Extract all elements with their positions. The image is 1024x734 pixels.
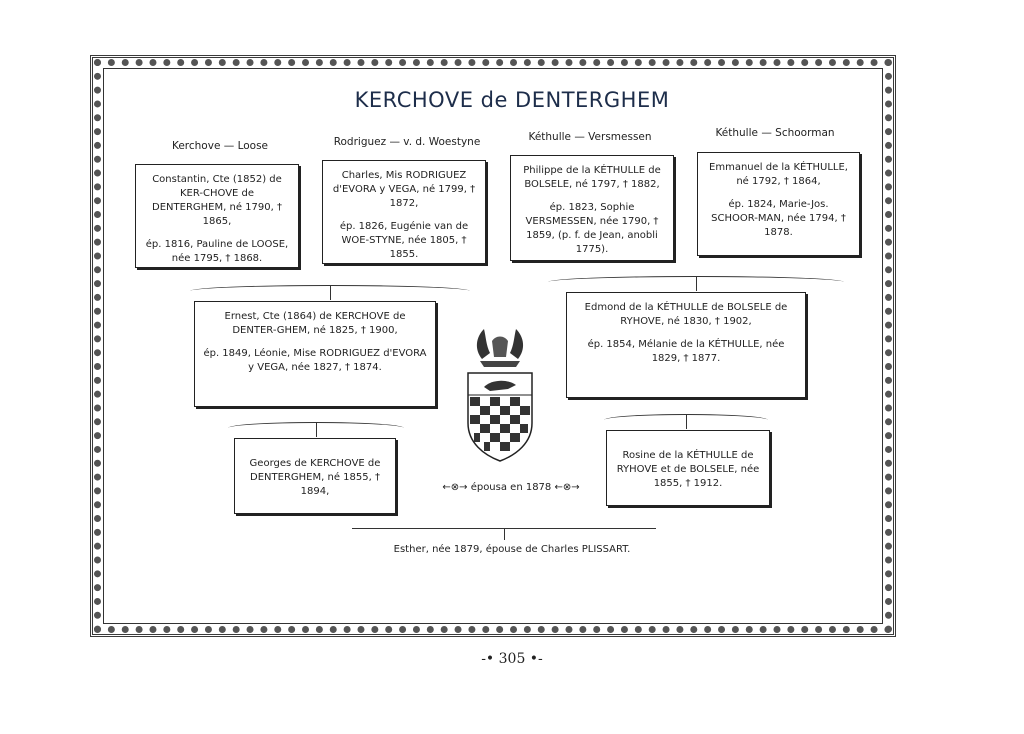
ancestor-spouse-text: ép. 1824, Marie-Jos. SCHOOR-MAN, née 1794, † 1878. bbox=[711, 199, 846, 238]
child-box-rosine bbox=[606, 430, 770, 506]
ancestor-text: Charles, Mis RODRIGUEZ d'EVORA y VEGA, né 1799, † 1872, bbox=[332, 170, 476, 209]
parent-box-edmond bbox=[566, 292, 806, 398]
ancestor-box-kethulle-versmessen bbox=[510, 155, 674, 261]
ancestor-box-kerchove-loose bbox=[135, 164, 299, 268]
ancestor-text: Philippe de la KÉTHULLE de BOLSELE, né 1797, † 1882, bbox=[523, 165, 661, 190]
connector-stem-child-right bbox=[686, 415, 687, 429]
ancestor-box-kethulle-schoorman bbox=[697, 152, 860, 256]
ancestor-text: Emmanuel de la KÉTHULLE, né 1792, † 1864, bbox=[709, 162, 848, 187]
ancestor-box-rodriguez-woestyne bbox=[322, 160, 486, 264]
connector-stem-right bbox=[696, 277, 697, 291]
page-title: KERCHOVE de DENTERGHEM bbox=[354, 88, 670, 112]
child-text: Georges de KERCHOVE de DENTERGHEM, né 1855, † 1894, bbox=[249, 458, 381, 497]
parent-text: Edmond de la KÉTHULLE de BOLSELE de RYHOVE, né 1830, † 1902, bbox=[584, 302, 788, 327]
descendant-esther: Esther, née 1879, épouse de Charles PLISSART. bbox=[393, 544, 631, 555]
connector-stem-child-left bbox=[316, 423, 317, 437]
lineage-header-4: Kéthulle — Schoorman bbox=[715, 127, 835, 139]
ancestor-text: Constantin, Cte (1852) de KER-CHOVE de DENTERGHEM, né 1790, † 1865, bbox=[152, 174, 282, 227]
lineage-header-3: Kéthulle — Versmessen bbox=[528, 131, 652, 143]
child-box-georges bbox=[234, 438, 396, 514]
child-text: Rosine de la KÉTHULLE de RYHOVE et de BOLSELE, née 1855, † 1912. bbox=[616, 450, 760, 489]
parent-text: Ernest, Cte (1864) de KERCHOVE de DENTER-GHEM, né 1825, † 1900, bbox=[224, 311, 406, 336]
parent-spouse-text: ép. 1849, Léonie, Mise RODRIGUEZ d'EVORA y VEGA, née 1827, † 1874. bbox=[203, 348, 427, 373]
marriage-note: ←⊗→ épousa en 1878 ←⊗→ bbox=[442, 482, 580, 493]
page-number: -• 305 •- bbox=[481, 651, 543, 667]
descendant-stem bbox=[504, 528, 505, 540]
ancestor-spouse-text: ép. 1816, Pauline de LOOSE, née 1795, † 1868. bbox=[145, 239, 289, 264]
ancestor-spouse-text: ép. 1823, Sophie VERSMESSEN, née 1790, † 1859, (p. f. de Jean, anobli 1775). bbox=[525, 202, 659, 255]
lineage-header-2: Rodriguez — v. d. Woestyne bbox=[333, 136, 481, 148]
ancestor-spouse-text: ép. 1826, Eugénie van de WOE-STYNE, née 1805, † 1855. bbox=[339, 221, 469, 260]
parent-box-ernest bbox=[194, 301, 436, 407]
coat-of-arms-icon bbox=[462, 323, 538, 463]
parent-spouse-text: ép. 1854, Mélanie de la KÉTHULLE, née 1829, † 1877. bbox=[587, 339, 785, 364]
connector-stem-left bbox=[330, 286, 331, 300]
lineage-header-1: Kerchove — Loose bbox=[171, 140, 269, 152]
